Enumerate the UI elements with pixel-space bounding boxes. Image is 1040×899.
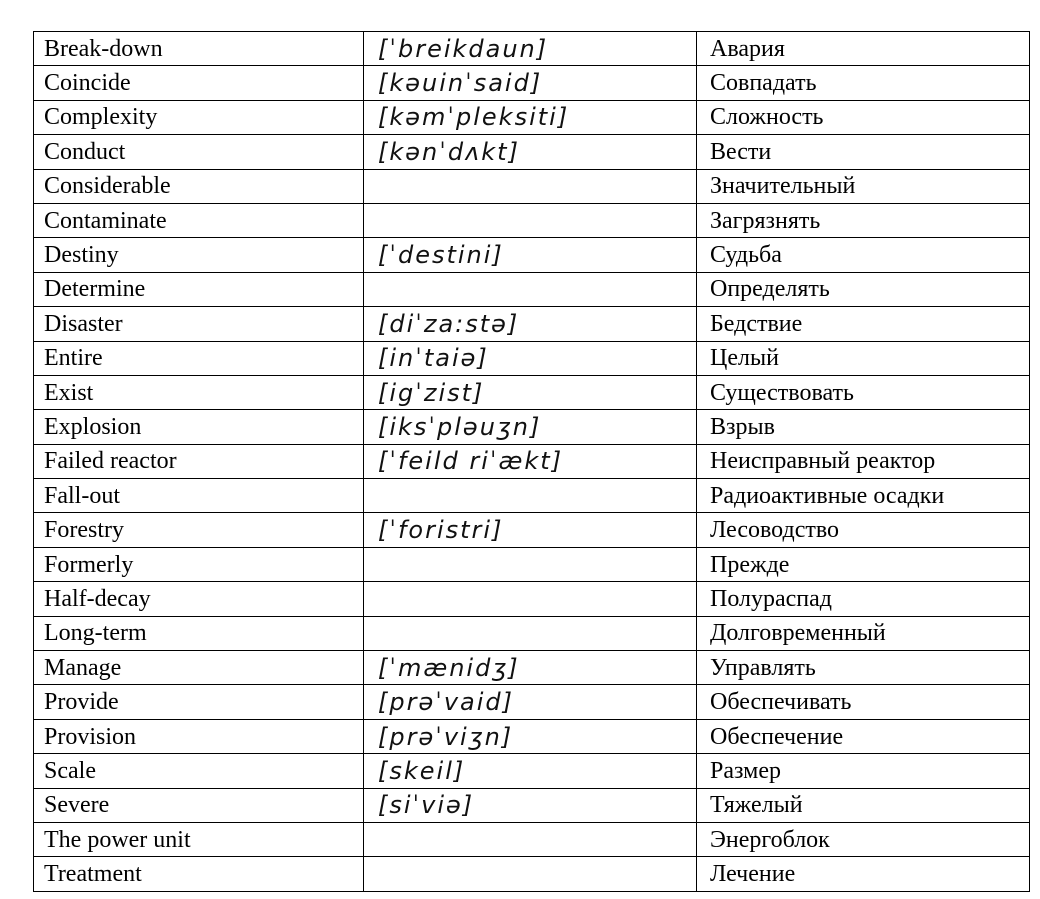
english-term: Explosion bbox=[34, 410, 364, 444]
russian-translation: Судьба bbox=[697, 238, 1030, 272]
english-term: Forestry bbox=[34, 513, 364, 547]
russian-translation: Лесоводство bbox=[697, 513, 1030, 547]
english-term: Destiny bbox=[34, 238, 364, 272]
table-row bbox=[34, 822, 1030, 856]
english-term: Disaster bbox=[34, 307, 364, 341]
russian-translation: Совпадать bbox=[697, 66, 1030, 100]
english-term: Complexity bbox=[34, 100, 364, 134]
table-row bbox=[34, 307, 1030, 341]
russian-translation: Тяжелый bbox=[697, 788, 1030, 822]
english-term: Provide bbox=[34, 685, 364, 719]
russian-translation: Взрыв bbox=[697, 410, 1030, 444]
transcription bbox=[364, 203, 697, 237]
transcription: [igˈzist] bbox=[364, 375, 697, 409]
russian-translation: Загрязнять bbox=[697, 203, 1030, 237]
table-row bbox=[34, 513, 1030, 547]
english-term: Contaminate bbox=[34, 203, 364, 237]
transcription: [kənˈdʌkt] bbox=[364, 135, 697, 169]
transcription: [ˈforistri] bbox=[364, 513, 697, 547]
russian-translation: Полураспад bbox=[697, 582, 1030, 616]
table-row bbox=[34, 719, 1030, 753]
english-term: The power unit bbox=[34, 822, 364, 856]
transcription: [ˈfeild riˈækt] bbox=[364, 444, 697, 478]
russian-translation: Обеспечение bbox=[697, 719, 1030, 753]
english-term: Considerable bbox=[34, 169, 364, 203]
table-row bbox=[34, 100, 1030, 134]
table-row bbox=[34, 479, 1030, 513]
english-term: Coincide bbox=[34, 66, 364, 100]
transcription bbox=[364, 547, 697, 581]
russian-translation: Неисправный реактор bbox=[697, 444, 1030, 478]
english-term: Exist bbox=[34, 375, 364, 409]
english-term: Conduct bbox=[34, 135, 364, 169]
table-row bbox=[34, 135, 1030, 169]
table-row bbox=[34, 651, 1030, 685]
transcription bbox=[364, 479, 697, 513]
transcription bbox=[364, 822, 697, 856]
transcription: [siˈviə] bbox=[364, 788, 697, 822]
transcription: [ˈbreikdaun] bbox=[364, 32, 697, 66]
transcription: [inˈtaiə] bbox=[364, 341, 697, 375]
english-term: Break-down bbox=[34, 32, 364, 66]
english-term: Manage bbox=[34, 651, 364, 685]
english-term: Severe bbox=[34, 788, 364, 822]
transcription: [diˈza:stə] bbox=[364, 307, 697, 341]
table-row bbox=[34, 341, 1030, 375]
vocabulary-table-body bbox=[34, 32, 1030, 892]
table-row bbox=[34, 32, 1030, 66]
transcription bbox=[364, 169, 697, 203]
table-row bbox=[34, 547, 1030, 581]
table-row bbox=[34, 857, 1030, 891]
table-row bbox=[34, 685, 1030, 719]
transcription: [kəmˈpleksiti] bbox=[364, 100, 697, 134]
table-row bbox=[34, 375, 1030, 409]
russian-translation: Целый bbox=[697, 341, 1030, 375]
russian-translation: Бедствие bbox=[697, 307, 1030, 341]
russian-translation: Лечение bbox=[697, 857, 1030, 891]
english-term: Formerly bbox=[34, 547, 364, 581]
transcription: [iksˈpləuʒn] bbox=[364, 410, 697, 444]
transcription: [skeil] bbox=[364, 754, 697, 788]
table-row bbox=[34, 66, 1030, 100]
english-term: Determine bbox=[34, 272, 364, 306]
transcription: [ˈmænidʒ] bbox=[364, 651, 697, 685]
vocabulary-table bbox=[33, 31, 1030, 892]
transcription: [ˈdestini] bbox=[364, 238, 697, 272]
russian-translation: Сложность bbox=[697, 100, 1030, 134]
russian-translation: Размер bbox=[697, 754, 1030, 788]
transcription bbox=[364, 272, 697, 306]
table-row bbox=[34, 788, 1030, 822]
table-row bbox=[34, 203, 1030, 237]
russian-translation: Вести bbox=[697, 135, 1030, 169]
transcription bbox=[364, 582, 697, 616]
russian-translation: Прежде bbox=[697, 547, 1030, 581]
transcription bbox=[364, 616, 697, 650]
russian-translation: Энергоблок bbox=[697, 822, 1030, 856]
english-term: Entire bbox=[34, 341, 364, 375]
english-term: Failed reactor bbox=[34, 444, 364, 478]
english-term: Scale bbox=[34, 754, 364, 788]
table-row bbox=[34, 410, 1030, 444]
table-row bbox=[34, 169, 1030, 203]
russian-translation: Существовать bbox=[697, 375, 1030, 409]
english-term: Long-term bbox=[34, 616, 364, 650]
russian-translation: Радиоактивные осадки bbox=[697, 479, 1030, 513]
english-term: Provision bbox=[34, 719, 364, 753]
table-row bbox=[34, 272, 1030, 306]
russian-translation: Авария bbox=[697, 32, 1030, 66]
table-row bbox=[34, 616, 1030, 650]
table-row bbox=[34, 238, 1030, 272]
transcription bbox=[364, 857, 697, 891]
russian-translation: Значительный bbox=[697, 169, 1030, 203]
transcription: [prəˈviʒn] bbox=[364, 719, 697, 753]
transcription: [prəˈvaid] bbox=[364, 685, 697, 719]
russian-translation: Определять bbox=[697, 272, 1030, 306]
transcription: [kəuinˈsaid] bbox=[364, 66, 697, 100]
russian-translation: Долговременный bbox=[697, 616, 1030, 650]
english-term: Half-decay bbox=[34, 582, 364, 616]
russian-translation: Обеспечивать bbox=[697, 685, 1030, 719]
table-row bbox=[34, 444, 1030, 478]
table-row bbox=[34, 582, 1030, 616]
russian-translation: Управлять bbox=[697, 651, 1030, 685]
english-term: Fall-out bbox=[34, 479, 364, 513]
table-row bbox=[34, 754, 1030, 788]
english-term: Treatment bbox=[34, 857, 364, 891]
